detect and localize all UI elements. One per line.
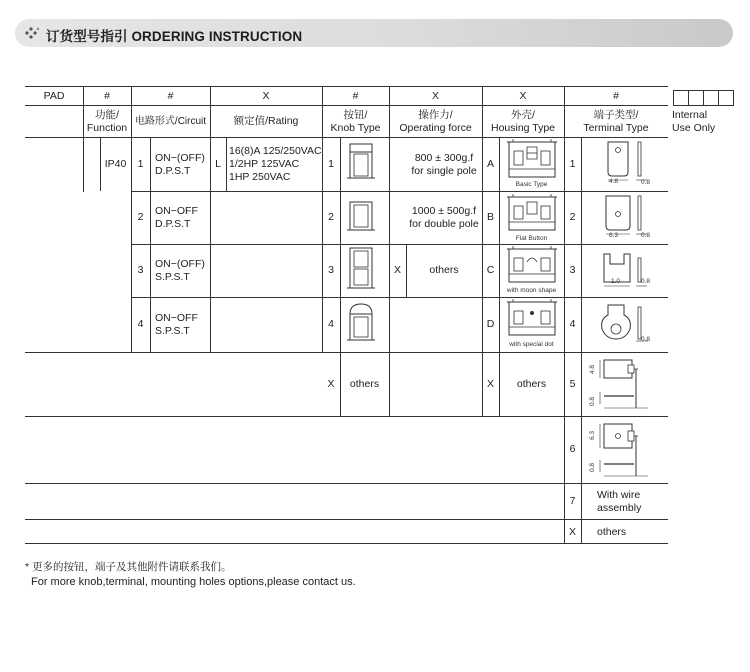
knob-code: 4 <box>328 318 334 330</box>
dots-icon <box>25 27 39 39</box>
section-banner <box>15 19 733 47</box>
knob-code: 1 <box>328 158 334 170</box>
circuit-code: 4 <box>137 318 144 330</box>
force-text: 800 ± 300g.f for single pole <box>411 152 477 177</box>
terminal-dim: 0.8 <box>641 278 651 285</box>
housing-code: B <box>486 211 494 223</box>
housing-flat-button-icon <box>505 194 559 234</box>
internal-box-4[interactable] <box>718 90 734 106</box>
terminal-dim: 0.8 <box>641 336 651 343</box>
circuit-text: ON−(OFF) D.P.S.T <box>155 152 205 177</box>
housing-moon-shape-icon <box>505 246 559 286</box>
terminal-code: X <box>568 526 576 538</box>
force-text: 1000 ± 500g.f for double pole <box>409 205 479 230</box>
terminal-dim: 0.8 <box>589 396 597 407</box>
terminal-code: 1 <box>569 158 576 170</box>
rating-text: 16(8)A 125/250VAC 1/2HP 125VAC 1HP 250VAC <box>229 145 322 183</box>
circuit-text: ON−OFF D.P.S.T <box>155 205 198 230</box>
housing-caption: with moon shape <box>506 287 557 294</box>
housing-special-dot-icon <box>505 299 559 339</box>
terminal-code: 7 <box>569 495 576 507</box>
circuit-code: 2 <box>137 211 144 223</box>
note-english: For more knob,terminal, mounting holes options,please contact us. <box>31 576 356 588</box>
terminal-code: 4 <box>569 318 576 330</box>
terminal-dim: 0.8 <box>589 462 597 473</box>
terminal-type-3-icon <box>600 252 654 292</box>
force-code: X <box>393 264 401 276</box>
housing-code: A <box>486 158 494 170</box>
knob-code: X <box>327 378 335 390</box>
code-rating: X <box>262 90 270 102</box>
header-terminal: 端子类型/ Terminal Type <box>583 109 649 134</box>
internal-use-label: Internal Use Only <box>672 109 716 134</box>
housing-text: others <box>516 378 547 390</box>
terminal-code: 5 <box>569 378 576 390</box>
force-text: others <box>429 264 459 276</box>
internal-box-2[interactable] <box>688 90 704 106</box>
terminal-text: With wire assembly <box>597 489 642 514</box>
code-housing: X <box>519 90 527 102</box>
code-force: X <box>431 90 439 102</box>
terminal-type-5-icon <box>592 356 654 414</box>
section-title: 订货型号指引 ORDERING INSTRUCTION <box>46 29 303 44</box>
header-rating: 额定值/Rating <box>233 115 299 127</box>
housing-caption: Basic Type <box>515 181 548 188</box>
terminal-dim: 4.8 <box>609 178 619 185</box>
internal-box-3[interactable] <box>703 90 719 106</box>
note-chinese: * 更多的按钮，端子及其他附件请联系我们。 <box>25 561 232 573</box>
knob-type-2-icon <box>346 200 376 234</box>
housing-code: D <box>486 318 495 330</box>
terminal-dim: 0.8 <box>641 232 651 239</box>
header-housing: 外壳/ Housing Type <box>490 109 555 134</box>
code-pad: PAD <box>43 90 65 102</box>
code-terminal: # <box>613 90 619 102</box>
circuit-text: ON−OFF S.P.S.T <box>155 312 198 337</box>
terminal-dim: 6.3 <box>609 232 619 239</box>
knob-type-3-icon <box>346 247 376 293</box>
housing-code: C <box>486 264 495 276</box>
terminal-dim: 6.3 <box>589 430 597 441</box>
housing-code: X <box>486 378 494 390</box>
code-knob: # <box>352 90 359 102</box>
header-function: 功能/ Function <box>86 109 128 134</box>
rating-code: L <box>215 158 221 170</box>
housing-caption: with special dot <box>509 341 554 348</box>
circuit-text: ON−(OFF) S.P.S.T <box>155 258 205 283</box>
terminal-code: 3 <box>569 264 576 276</box>
knob-type-1-icon <box>346 143 376 181</box>
terminal-code: 6 <box>569 443 576 455</box>
function-value: IP40 <box>104 158 127 170</box>
housing-caption: Flat Button <box>515 235 548 242</box>
terminal-code: 2 <box>569 211 576 223</box>
header-knob: 按钮/ Knob Type <box>330 109 381 134</box>
knob-code: 2 <box>328 211 334 223</box>
code-function: # <box>104 90 110 102</box>
terminal-type-6-icon <box>592 420 654 480</box>
terminal-dim: 0.8 <box>641 179 651 186</box>
terminal-dim: 4.8 <box>589 364 597 375</box>
code-circuit: # <box>167 90 174 102</box>
internal-box-1[interactable] <box>673 90 689 106</box>
housing-basic-type-icon <box>505 139 559 181</box>
terminal-text: others <box>597 526 627 538</box>
knob-type-4-icon <box>346 302 376 344</box>
circuit-code: 3 <box>137 264 144 276</box>
circuit-code: 1 <box>137 158 144 170</box>
header-force: 操作力/ Operating force <box>399 109 472 134</box>
knob-code: 3 <box>328 264 334 276</box>
terminal-dim: 1.0 <box>611 278 621 285</box>
header-circuit: 电路形式/Circuit <box>134 116 207 127</box>
knob-text: others <box>349 378 380 390</box>
